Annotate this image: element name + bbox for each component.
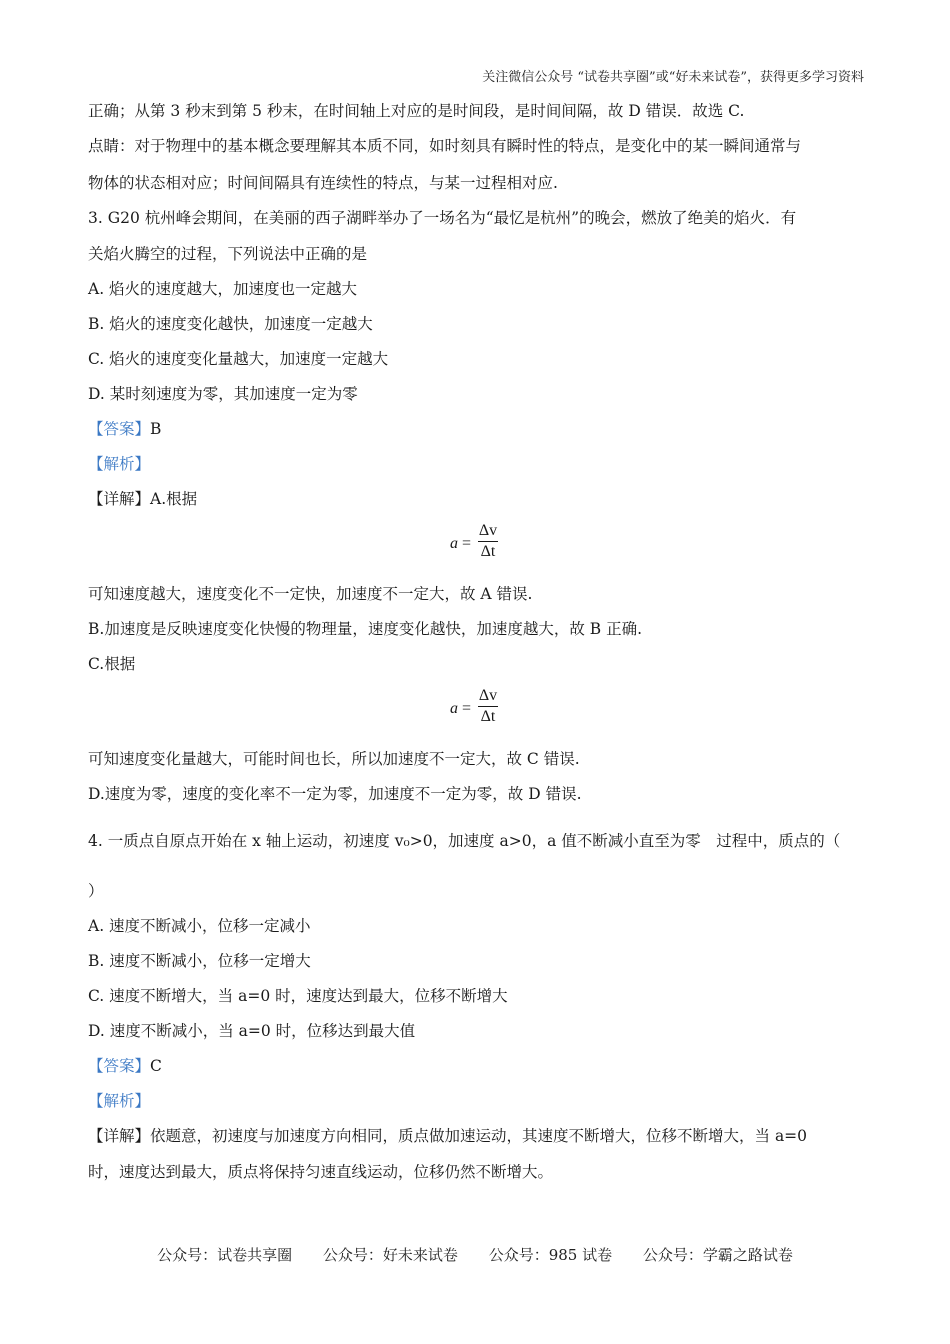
footer [0, 1244, 950, 1265]
option-d: D. 速度不断减小，当 a=0 时，位移达到最大值 [88, 1022, 416, 1040]
answer-row [88, 418, 161, 440]
option-a: A. 速度不断减小，位移一定减小 [88, 917, 311, 935]
footer-item: 公众号：学霸之路试卷 [642, 1246, 793, 1264]
formula-numerator: Δv [478, 522, 498, 539]
formula-lhs: a [450, 700, 458, 717]
text-line: 点睛：对于物理中的基本概念要理解其本质不同，如时刻具有瞬时性的特点，是变化中的某一瞬间通常与 [88, 137, 802, 155]
detail-text: 依题意，初速度与加速度方向相同，质点做加速运动，其速度不断增大，位移不断增大，当 a=0 [150, 1127, 808, 1145]
formula-fraction [478, 686, 498, 727]
option-b: B. 焰火的速度变化越快，加速度一定越大 [88, 315, 373, 333]
footer-item: 公众号：985 试卷 [488, 1246, 613, 1264]
detail-row [88, 488, 197, 510]
option-d: D. 某时刻速度为零，其加速度一定为零 [88, 385, 358, 403]
text-line: D.速度为零，速度的变化率不一定为零，加速度不一定为零，故 D 错误. [88, 785, 582, 803]
answer-tag: 【答案】 [88, 1057, 151, 1075]
formula-lhs: a [450, 535, 458, 552]
analysis-row [88, 1090, 150, 1112]
formula-eq: = [462, 700, 472, 717]
detail-tag: 【详解】 [88, 490, 151, 508]
formula-eq: = [462, 535, 472, 552]
text-line: 可知速度越大，速度变化不一定快，加速度不一定大，故 A 错误. [88, 585, 533, 603]
text-line: 可知速度变化量越大，可能时间也长，所以加速度不一定大，故 C 错误. [88, 750, 580, 768]
analysis-row [88, 453, 150, 475]
formula-denominator: Δt [480, 708, 496, 725]
answer-row [88, 1055, 162, 1077]
footer-item: 公众号：好未来试卷 [322, 1246, 458, 1264]
question-3-stem: 3. G20 杭州峰会期间，在美丽的西子湖畔举办了一场名为“最忆是杭州”的晚会，燃放了绝美的焰火．有 [88, 209, 797, 227]
footer-item: 公众号：试卷共享圈 [157, 1246, 293, 1264]
question-4-stem: 4. 一质点自原点开始在 x 轴上运动，初速度 v₀>0，加速度 a>0，a 值不断减小直至为零 过程中，质点的（ [88, 832, 841, 850]
formula-fraction [478, 521, 498, 562]
question-4-stem-cont: ） [88, 882, 104, 900]
option-a: A. 焰火的速度越大，加速度也一定越大 [88, 280, 358, 298]
detail-text-cont: 时，速度达到最大，质点将保持匀速直线运动，位移仍然不断增大。 [88, 1163, 554, 1181]
formula-denominator: Δt [480, 543, 496, 560]
answer-tag: 【答案】 [88, 420, 151, 438]
question-3-stem-cont: 关焰火腾空的过程，下列说法中正确的是 [88, 245, 368, 263]
answer-value: B [150, 420, 162, 438]
detail-tag: 【详解】 [88, 1127, 151, 1145]
detail-row [88, 1125, 807, 1147]
analysis-tag: 【解析】 [88, 1092, 151, 1110]
answer-value: C [150, 1057, 162, 1075]
text-line: 物体的状态相对应；时间间隔具有连续性的特点，与某一过程相对应. [88, 174, 558, 192]
analysis-tag: 【解析】 [88, 455, 151, 473]
option-b: B. 速度不断减小，位移一定增大 [88, 952, 311, 970]
text-line: 正确；从第 3 秒末到第 5 秒末，在时间轴上对应的是时间段，是时间间隔，故 D 错误．故选 C. [88, 102, 745, 120]
text-line: B.加速度是反映速度变化快慢的物理量，速度变化越快，加速度越大，故 B 正确. [88, 620, 642, 638]
option-c: C. 焰火的速度变化量越大，加速度一定越大 [88, 350, 389, 368]
detail-text: A.根据 [150, 490, 198, 508]
text-line: C.根据 [88, 655, 136, 673]
formula-numerator: Δv [478, 687, 498, 704]
option-c: C. 速度不断增大，当 a=0 时，速度达到最大，位移不断增大 [88, 987, 508, 1005]
header-note: 关注微信公众号 “试卷共享圈”或“好未来试卷”，获得更多学习资料 [482, 70, 864, 85]
